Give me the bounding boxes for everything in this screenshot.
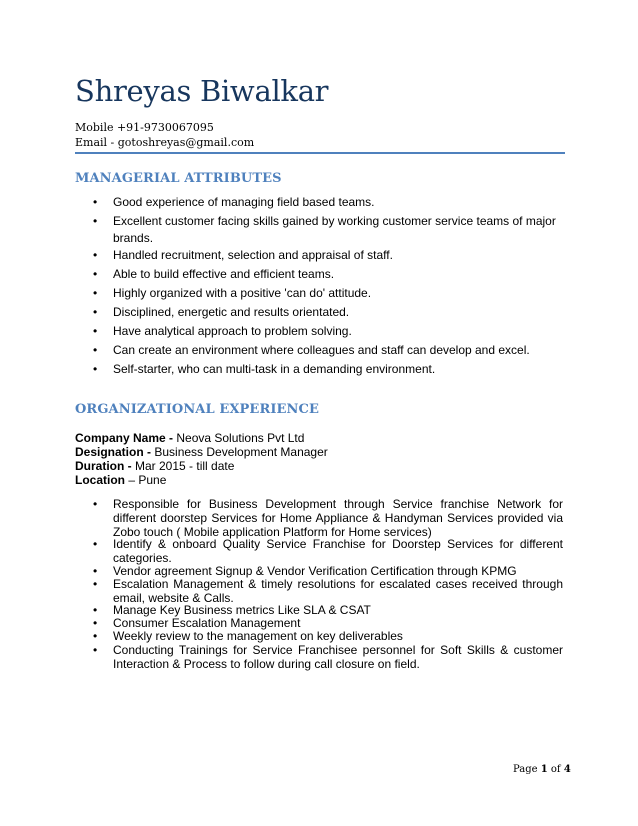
company-label: Company Name - <box>75 431 177 445</box>
header-divider <box>75 152 565 154</box>
mobile-line: Mobile +91-9730067095 <box>75 121 214 134</box>
list-item-text: Handled recruitment, selection and appraisal of staff. <box>113 248 393 262</box>
company-value: Neova Solutions Pvt Ltd <box>176 431 305 445</box>
list-item-text: Excellent customer facing skills gained by working customer service teams of major brands. <box>113 214 556 245</box>
list-item-text: Escalation Management & timely resolutions for escalated cases received through email, website & Calls. <box>113 577 563 605</box>
list-item-text: Consumer Escalation Management <box>113 616 301 630</box>
list-item-text: Disciplined, energetic and results orientated. <box>113 305 350 319</box>
bullet-icon: • <box>93 286 98 300</box>
designation-line <box>75 445 328 460</box>
bullet-icon: • <box>93 643 98 657</box>
designation-value: Business Development Manager <box>154 445 328 459</box>
list-item-text: Identify & onboard Quality Service Franchise for Doorstep Services for different categories. <box>113 537 563 565</box>
candidate-name: Shreyas Biwalkar <box>75 74 329 108</box>
experience-section-title: ORGANIZATIONAL EXPERIENCE <box>75 402 319 417</box>
of-label: of <box>547 764 564 775</box>
list-item-text: Have analytical approach to problem solving. <box>113 324 352 338</box>
list-item-text: Good experience of managing field based teams. <box>113 195 375 209</box>
list-item-text: Responsible for Business Development through Service franchise Network for different doorstep Services for Home Appliance & Handyman Services provided via Zobo touch ( Mobile application Platform for Home services) <box>113 497 563 539</box>
company-line <box>75 431 304 446</box>
bullet-icon: • <box>93 343 98 357</box>
bullet-icon: • <box>93 195 98 209</box>
bullet-icon: • <box>93 305 98 319</box>
current-page: 1 <box>540 764 548 775</box>
list-item-text: Conducting Trainings for Service Franchisee personnel for Soft Skills & customer Interaction & Process to follow during call closure on field. <box>113 643 563 671</box>
list-item-text: Highly organized with a positive 'can do' attitude. <box>113 286 372 300</box>
bullet-icon: • <box>93 324 98 338</box>
bullet-icon: • <box>93 616 98 630</box>
location-line <box>75 473 166 488</box>
bullet-icon: • <box>93 603 98 617</box>
bullet-icon: • <box>93 577 98 591</box>
duration-value: Mar 2015 - till date <box>135 459 235 473</box>
list-item-text: Manage Key Business metrics Like SLA & CSAT <box>113 603 371 617</box>
bullet-icon: • <box>93 362 98 376</box>
location-value: – Pune <box>125 473 167 487</box>
designation-label: Designation - <box>75 445 155 459</box>
bullet-icon: • <box>93 537 98 551</box>
list-item-text: Weekly review to the management on key deliverables <box>113 629 403 643</box>
page-label: Page <box>513 764 541 775</box>
list-item-text: Able to build effective and efficient teams. <box>113 267 335 281</box>
managerial-section-title: MANAGERIAL ATTRIBUTES <box>75 171 282 186</box>
bullet-icon: • <box>93 248 98 262</box>
duration-label: Duration - <box>75 459 135 473</box>
list-item-text: Can create an environment where colleagues and staff can develop and excel. <box>113 343 530 357</box>
bullet-icon: • <box>93 629 98 643</box>
list-item-text: Self-starter, who can multi-task in a demanding environment. <box>113 362 436 376</box>
bullet-icon: • <box>93 214 98 228</box>
duration-line <box>75 459 234 474</box>
total-pages: 4 <box>563 764 571 775</box>
bullet-icon: • <box>93 497 98 511</box>
page-number <box>513 764 571 775</box>
email-line: Email - gotoshreyas@gmail.com <box>75 136 255 149</box>
location-label: Location <box>75 473 125 487</box>
bullet-icon: • <box>93 564 98 578</box>
list-item-text: Vendor agreement Signup & Vendor Verification Certification through KPMG <box>113 564 517 578</box>
bullet-icon: • <box>93 267 98 281</box>
